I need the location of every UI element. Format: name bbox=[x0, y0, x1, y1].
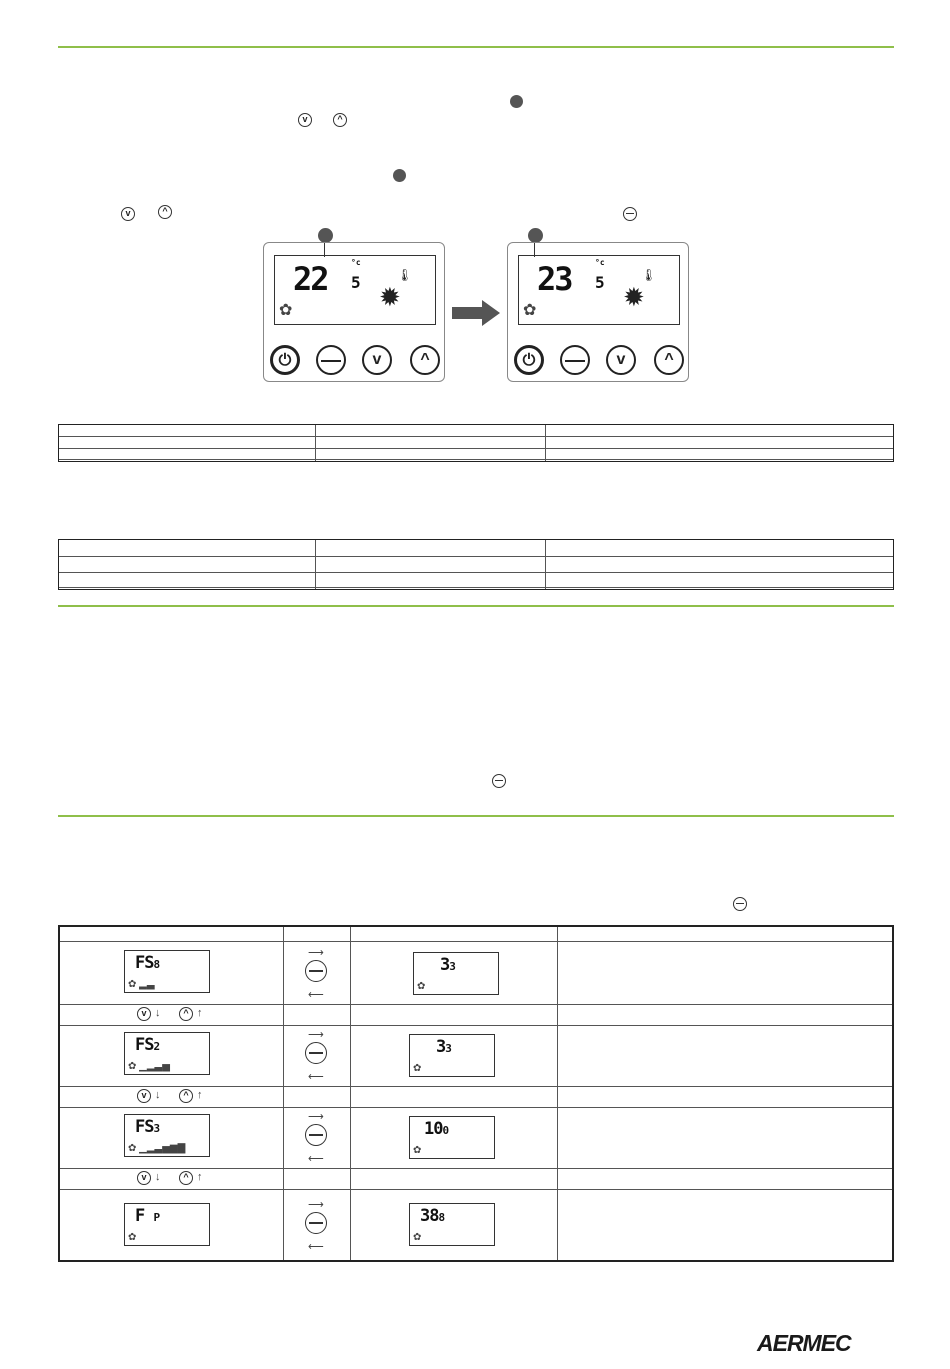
value-decimal: 3 bbox=[449, 960, 455, 973]
up-button-icon: ^ bbox=[333, 113, 347, 127]
fan-icon: ✿ bbox=[413, 1232, 422, 1243]
settings-table-2 bbox=[58, 539, 894, 590]
fan-icon: ✿ bbox=[413, 1145, 422, 1156]
row-divider bbox=[60, 1086, 892, 1087]
parameter-suffix: 8 bbox=[153, 958, 160, 971]
column-divider bbox=[545, 540, 546, 589]
set-button-icon bbox=[733, 897, 747, 911]
set-button-icon bbox=[305, 1042, 327, 1064]
section-divider bbox=[58, 46, 894, 48]
power-button[interactable]: ⏻ bbox=[270, 345, 300, 375]
row-divider bbox=[60, 1004, 892, 1005]
column-divider bbox=[315, 540, 316, 589]
set-button[interactable] bbox=[316, 345, 346, 375]
thermometer-icon: 🌡 bbox=[641, 268, 657, 282]
set-button[interactable] bbox=[560, 345, 590, 375]
arrow-left-icon: ⟵ bbox=[308, 989, 324, 1001]
parameter-lcd bbox=[124, 1032, 210, 1075]
value-decimal: 8 bbox=[438, 1211, 445, 1224]
column-divider bbox=[350, 927, 351, 1260]
table-row bbox=[59, 437, 893, 449]
column-divider bbox=[315, 425, 316, 461]
parameter-code: FS bbox=[135, 1035, 154, 1055]
parameter-suffix: 2 bbox=[153, 1040, 160, 1053]
section-divider bbox=[58, 605, 894, 607]
thermostat-after bbox=[507, 242, 689, 382]
set-button-icon bbox=[305, 960, 327, 982]
down-button[interactable]: v bbox=[606, 345, 636, 375]
procedure-table bbox=[58, 925, 894, 1262]
lcd-display bbox=[518, 255, 680, 325]
row-divider bbox=[60, 1189, 892, 1190]
fan-icon: ✿ bbox=[128, 1232, 137, 1243]
arrow-left-icon: ⟵ bbox=[308, 1153, 324, 1165]
value-decimal: 3 bbox=[445, 1042, 451, 1055]
arrow-left-icon: ⟵ bbox=[308, 1071, 324, 1083]
down-button-icon: v bbox=[137, 1171, 151, 1185]
parameter-lcd bbox=[124, 1203, 210, 1246]
set-button-icon bbox=[305, 1124, 327, 1146]
parameter-suffix: P bbox=[153, 1211, 160, 1224]
down-button-icon: v bbox=[137, 1089, 151, 1103]
temperature-decimal: 5 bbox=[351, 273, 361, 292]
up-button-icon: ^ bbox=[179, 1089, 193, 1103]
arrow-down-icon: ↓ bbox=[155, 1089, 161, 1101]
arrow-up-icon: ↑ bbox=[197, 1089, 203, 1101]
callout-dot bbox=[393, 169, 406, 182]
parameter-code: F bbox=[135, 1206, 145, 1226]
arrow-right-icon: ⟶ bbox=[308, 1111, 324, 1123]
value-number: 3 bbox=[440, 955, 450, 975]
row-divider bbox=[60, 1168, 892, 1169]
value-lcd bbox=[413, 952, 499, 995]
settings-table-1 bbox=[58, 424, 894, 462]
callout-line bbox=[324, 243, 325, 257]
value-decimal: 0 bbox=[442, 1124, 449, 1137]
arrow-left-icon: ⟵ bbox=[308, 1241, 324, 1253]
set-button-icon bbox=[492, 774, 506, 788]
sun-icon: ✹ bbox=[379, 282, 401, 312]
fan-icon: ✿ bbox=[523, 302, 537, 319]
unit-label: °c bbox=[595, 258, 605, 267]
callout-dot bbox=[510, 95, 523, 108]
arrow-right-icon: ⟶ bbox=[308, 1029, 324, 1041]
down-button[interactable]: v bbox=[362, 345, 392, 375]
up-button[interactable]: ^ bbox=[410, 345, 440, 375]
parameter-lcd bbox=[124, 1114, 210, 1157]
unit-label: °c bbox=[351, 258, 361, 267]
value-number: 3 bbox=[436, 1037, 446, 1057]
value-lcd bbox=[409, 1034, 495, 1077]
column-divider bbox=[545, 425, 546, 461]
column-divider bbox=[557, 927, 558, 1260]
value-number: 38 bbox=[420, 1206, 439, 1226]
fan-icon: ✿ ▁▂▃▅▆▇ bbox=[128, 1143, 186, 1154]
down-button-icon: v bbox=[121, 207, 135, 221]
fan-icon: ✿ ▁▂▃▅ bbox=[128, 1061, 170, 1072]
arrow-down-icon: ↓ bbox=[155, 1171, 161, 1183]
arrow-up-icon: ↑ bbox=[197, 1007, 203, 1019]
up-button-icon: ^ bbox=[179, 1007, 193, 1021]
table-row bbox=[59, 557, 893, 573]
header-divider bbox=[60, 941, 892, 942]
up-button-icon: ^ bbox=[158, 205, 172, 219]
parameter-lcd bbox=[124, 950, 210, 993]
down-button-icon: v bbox=[298, 113, 312, 127]
callout-dot bbox=[318, 228, 333, 243]
table-row bbox=[59, 449, 893, 460]
value-lcd bbox=[409, 1116, 495, 1159]
row-divider bbox=[60, 1107, 892, 1108]
arrow-down-icon: ↓ bbox=[155, 1007, 161, 1019]
arrow-right-icon: ⟶ bbox=[308, 1199, 324, 1211]
callout-line bbox=[534, 243, 535, 257]
value-number: 10 bbox=[424, 1119, 443, 1139]
thermostat-before bbox=[263, 242, 445, 382]
fan-icon: ✿ bbox=[417, 981, 426, 992]
up-button-icon: ^ bbox=[179, 1171, 193, 1185]
arrow-right-icon: ⟶ bbox=[308, 947, 324, 959]
up-button[interactable]: ^ bbox=[654, 345, 684, 375]
arrow-right-icon bbox=[452, 300, 500, 326]
value-lcd bbox=[409, 1203, 495, 1246]
set-button-icon bbox=[623, 207, 637, 221]
down-button-icon: v bbox=[137, 1007, 151, 1021]
table-row bbox=[59, 425, 893, 437]
parameter-suffix: 3 bbox=[153, 1122, 160, 1135]
fan-icon: ✿ bbox=[413, 1063, 422, 1074]
parameter-code: FS bbox=[135, 1117, 154, 1137]
callout-dot bbox=[528, 228, 543, 243]
set-button-icon bbox=[305, 1212, 327, 1234]
power-button[interactable]: ⏻ bbox=[514, 345, 544, 375]
fan-icon: ✿ bbox=[279, 302, 293, 319]
temperature-integer: 22 bbox=[293, 260, 328, 298]
temperature-integer: 23 bbox=[537, 260, 572, 298]
column-divider bbox=[283, 927, 284, 1260]
lcd-display bbox=[274, 255, 436, 325]
table-row bbox=[59, 540, 893, 557]
thermometer-icon: 🌡 bbox=[397, 268, 413, 282]
arrow-up-icon: ↑ bbox=[197, 1171, 203, 1183]
row-divider bbox=[60, 1025, 892, 1026]
table-row bbox=[59, 573, 893, 588]
temperature-decimal: 5 bbox=[595, 273, 605, 292]
section-divider bbox=[58, 815, 894, 817]
aermec-logo: AERMEC bbox=[757, 1330, 851, 1356]
sun-icon: ✹ bbox=[623, 282, 645, 312]
fan-icon: ✿ ▂▃ bbox=[128, 979, 155, 990]
parameter-code: FS bbox=[135, 953, 154, 973]
